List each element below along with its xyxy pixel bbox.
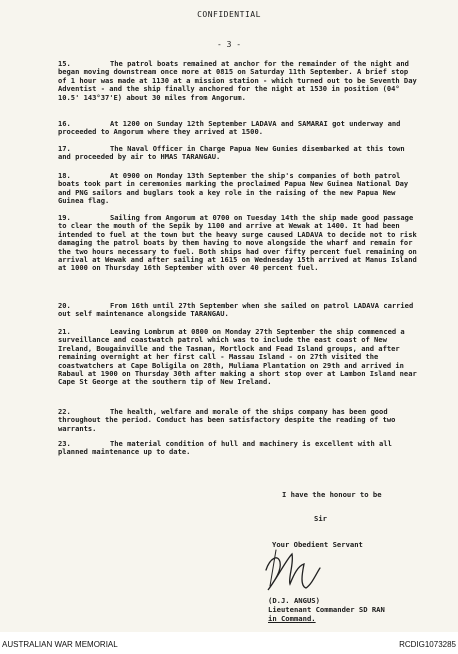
paragraph-number: 16. (58, 119, 71, 128)
paragraph-21 (58, 328, 418, 387)
signatory-role: in Command. (268, 614, 316, 623)
paragraph-number: 21. (58, 327, 71, 336)
paragraph-number: 15. (58, 59, 71, 68)
paragraph-23 (58, 440, 418, 457)
paragraph-number: 18. (58, 171, 71, 180)
paragraph-text: From 16th until 27th September when she sailed on patrol LADAVA carried out self maintenance alongside TARANGAU. (58, 301, 414, 319)
paragraph-number: 17. (58, 144, 71, 153)
paragraph-17 (58, 145, 418, 162)
archive-record-id: RCDIG1073285 (399, 640, 456, 649)
paragraph-number: 22. (58, 407, 71, 416)
classification-marking: CONFIDENTIAL (197, 10, 261, 19)
paragraph-19 (58, 214, 418, 273)
paragraph-15 (58, 60, 418, 102)
paragraph-number: 23. (58, 439, 71, 448)
handwritten-signature (258, 540, 328, 600)
paragraph-text: Leaving Lombrum at 0800 on Monday 27th September the ship commenced a surveillance and coastwatch patrol which was to include the east coast of New Ireland, Bougainville and the Tasman, Mortlock and Fead Island groups, and after remaining overnight at her first call - Massau Island - on 27th visited the coastwatchers at Cape Boligila on 28th, Muliama Plantation on 29th and arrived in Rabaul at 1900 on Thursday 30th after making a short stop over at Lambon Island near Cape St George at the southern tip of New Ireland. (58, 327, 417, 387)
closing-valediction: Your Obedient Servant (272, 540, 363, 549)
paragraph-text: At 1200 on Sunday 12th September LADAVA and SAMARAI got underway and proceeded to Angorum where they arrived at 1500. (58, 119, 401, 137)
archive-institution-label: AUSTRALIAN WAR MEMORIAL (2, 640, 118, 649)
paragraph-16 (58, 120, 418, 137)
signatory-name: (D.J. ANGUS) (268, 596, 320, 605)
paragraph-text: The Naval Officer in Charge Papua New Gunies disembarked at this town and proceeded by air to HMAS TARANGAU. (58, 144, 405, 162)
page-number: - 3 - (216, 40, 242, 49)
paragraph-text: Sailing from Angorum at 0700 on Tuesday 14th the ship made good passage to clear the mouth of the Sepik by 1100 and arrive at Wewak at 1400. It had been intended to fuel at the town but the heavy surge caused LADAVA to decide not to risk damaging the patrol boats by them having to move alongside the wharf and remain for the two hours necessary to fuel. Both ships had over fifty percent fuel remaining on arrival at Wewak and after sailing at 1615 on Wednesday 15th arrived at Manus Island at 1000 on Thursday 16th September with over 40 percent fuel. (58, 213, 417, 273)
paragraph-text: The material condition of hull and machinery is excellent with all planned maintenance up to date. (58, 439, 392, 457)
paragraph-18 (58, 172, 418, 206)
closing-sir: Sir (314, 514, 327, 523)
paragraph-22 (58, 408, 418, 433)
closing-honour: I have the honour to be (282, 490, 382, 499)
paragraph-text: At 0900 on Monday 13th September the ship's companies of both patrol boats took part in ceremonies marking the proclaimed Papua New Guinea National Day and PNG sailors and buglars took a key role in the raising of the new Papua New Guinea flag. (58, 171, 409, 206)
paragraph-text: The patrol boats remained at anchor for the remainder of the night and began moving downstream once more at 0815 on Saturday 11th September. A brief stop of 1 hour was made at 1130 at a mission station - which turned out to be Seventh Day Adventist - and the ship finally anchored for the night at 1530 in position (04° 10.5' 143°37'E) about 30 miles from Angorum. (58, 59, 417, 102)
signatory-rank: Lieutenant Commander SD RAN (268, 605, 385, 614)
paragraph-20 (58, 302, 418, 319)
paragraph-number: 20. (58, 301, 71, 310)
paragraph-number: 19. (58, 213, 71, 222)
paragraph-text: The health, welfare and morale of the ships company has been good throughout the period. Conduct has been satisfactory despite the reading of two warrants. (58, 407, 396, 433)
